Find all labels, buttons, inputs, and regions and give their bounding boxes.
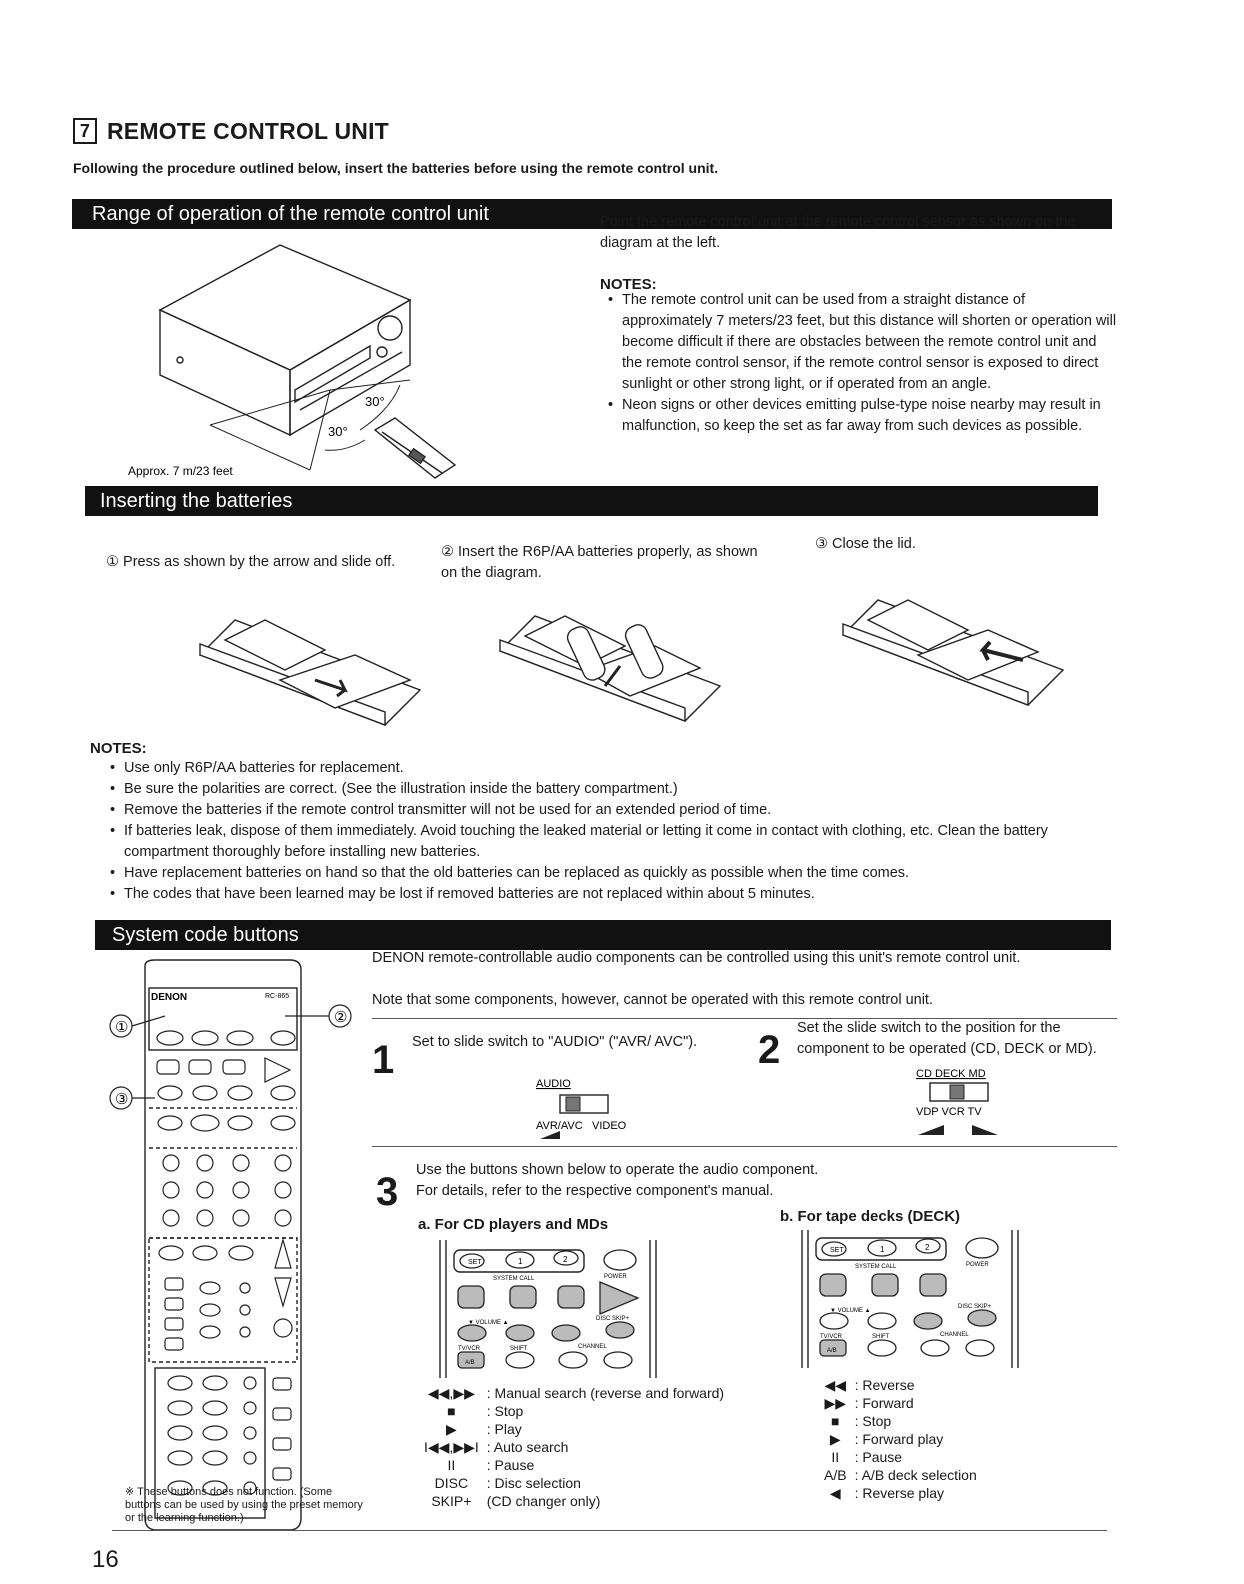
divider [372,1146,1117,1147]
step-2-text: Set the slide switch to the position for the component to be operated (CD, DECK or MD). [797,1020,1097,1057]
legend-row: DISC : Disc selection [434,1475,581,1491]
legend-row: ◀ : Reverse play [829,1485,945,1501]
legend-row: ■ : Stop [831,1413,892,1429]
battery-note: • Use only R6P/AA batteries for replacement. [124,758,1134,779]
cd-legend [420,1384,728,1510]
lbl-power: POWER [966,1262,989,1268]
battery-notes-title: NOTES: [90,740,147,757]
intro-text: Following the procedure outlined below, insert the batteries before using the remote control unit. [73,160,719,176]
battery-illustration-2 [495,596,735,731]
callout-1: ① [115,1019,129,1036]
cd-button-panel [438,1238,660,1380]
legend-row: ◀◀ : Reverse [824,1377,915,1393]
battery-notes-list [106,758,1134,905]
lbl-disc-skip: DISC SKIP+ [596,1316,630,1322]
battery-note: • The codes that have been learned may be lost if removed batteries are not replaced within about 5 minutes. [124,884,1134,905]
angle-bottom-label: 30° [328,424,348,439]
step-1-text: Set to slide switch to "AUDIO" ("AVR/ AVC"). [412,1034,698,1050]
deck-button-panel [800,1228,1022,1370]
deck-title: b. For tape decks (DECK) [780,1208,961,1225]
step-2-number: 2 [758,1028,781,1072]
lbl-shift: SHIFT [872,1334,890,1340]
battery-step-3 [815,534,1115,555]
remote-control-illustration [105,958,355,1538]
receiver-front [160,310,290,435]
section-title [73,118,389,145]
step-3-number: 3 [376,1170,399,1214]
callout-3: ③ [115,1091,129,1108]
switch-label-bottom: VDP VCR TV [916,1106,982,1118]
switch-label-video: VIDEO [592,1120,627,1132]
step-3-text-1: Use the buttons shown below to operate the audio component. [416,1162,819,1178]
legend-row: I◀◀,▶▶I : Auto search [424,1439,569,1455]
remote-in-diagram [375,418,455,478]
system-intro-1: DENON remote-controllable audio components can be controlled using this unit's remote control unit. [372,950,1021,966]
btn-1: 1 [880,1245,885,1254]
receiver-top [160,245,410,370]
footnote: ※ These buttons does not function. (Some buttons can be used by using the preset memory or the learning function.) [125,1486,363,1524]
range-description: Point the remote control unit at the remote control sensor as shown on the diagram at the left. [600,214,1076,251]
section-number: 7 [73,118,97,144]
deck-legend [820,1376,981,1502]
lbl-volume: ▼ VOLUME ▲ [468,1320,509,1326]
lbl-ab: A/B [827,1348,837,1354]
battery-illustration-3 [838,580,1078,710]
receiver-side [290,300,410,435]
lbl-ab: A/B [465,1360,475,1366]
remote-model: RC-865 [265,993,290,1000]
range-note: • Neon signs or other devices emitting pulse-type noise nearby may result in malfunction, so keep the set as far away from such devices as possible. [622,395,1117,437]
range-heading: Range of operation of the remote control unit [92,203,489,225]
battery-illustration-1 [195,600,435,730]
legend-row: SKIP+ (CD changer only) [431,1493,601,1509]
battery-step-2 [441,542,771,584]
batteries-heading: Inserting the batteries [100,490,293,512]
legend-row: ■ : Stop [447,1403,524,1419]
page-number: 16 [92,1546,119,1573]
btn-1: 1 [518,1257,523,1266]
battery-note: • Have replacement batteries on hand so that the old batteries can be replaced as quickly as possible when the time comes. [124,863,1134,884]
step-1-number: 1 [372,1038,395,1082]
lbl-disc-skip: DISC SKIP+ [958,1304,992,1310]
step-text: Press as shown by the arrow and slide off. [123,554,396,570]
lbl-tvvcr: TV/VCR [458,1346,481,1352]
step-num: ② [441,544,454,560]
range-notes-list [604,290,1117,437]
lbl-system-call: SYSTEM CALL [855,1264,897,1270]
lbl-channel: CHANNEL [940,1332,969,1338]
lbl-volume: ▼ VOLUME ▲ [830,1308,871,1314]
battery-note: • Be sure the polarities are correct. (See the illustration inside the battery compartment.) [124,779,1134,800]
lbl-channel: CHANNEL [578,1344,607,1350]
legend-row: II : Pause [447,1457,535,1473]
btn-2: 2 [925,1243,930,1252]
range-notes-title: NOTES: [600,276,657,293]
cd-title: a. For CD players and MDs [418,1216,609,1233]
battery-note: • Remove the batteries if the remote control transmitter will not be used for an extended period of time. [124,800,1134,821]
btn-set: SET [468,1259,482,1266]
system-intro-2: Note that some components, however, cannot be operated with this remote control unit. [372,992,933,1008]
system-heading: System code buttons [112,924,299,946]
range-note: • The remote control unit can be used from a straight distance of approximately 7 meters/23 feet, but this distance will shorten or operation will become difficult if there are obstacles between the remote control unit and the remote control sensor, if the remote control sensor is exposed to direct sunlight or other strong light, or if operated from an angle. [622,290,1117,395]
section-title-text: REMOTE CONTROL UNIT [107,118,389,144]
legend-row: II : Pause [831,1449,903,1465]
lbl-tvvcr: TV/VCR [820,1334,843,1340]
battery-note: • If batteries leak, dispose of them immediately. Avoid touching the leaked material or letting it come in contact with clothing, etc. Clean the battery compartment thoroughly before installing new batteries. [124,821,1134,863]
battery-step-1 [106,552,436,573]
lbl-shift: SHIFT [510,1346,528,1352]
legend-row: ◀◀,▶▶ : Manual search (reverse and forward) [427,1385,725,1401]
legend-row: A/B : A/B deck selection [824,1467,977,1483]
slide-switch-audio [530,1073,640,1143]
remote-brand: DENON [151,992,188,1003]
switch-label-top: CD DECK MD [916,1068,986,1080]
lbl-power: POWER [604,1274,627,1280]
switch-label-audio: AUDIO [536,1078,571,1090]
legend-row: ▶▶ : Forward [824,1395,914,1411]
slide-switch-component [910,1063,1020,1143]
step-num: ③ [815,536,828,552]
legend-row: ▶ : Forward play [829,1431,944,1447]
btn-2: 2 [563,1255,568,1264]
callout-2: ② [334,1009,348,1026]
switch-label-avr: AVR/AVC [536,1120,583,1132]
legend-row: ▶ : Play [445,1421,522,1437]
angle-top-label: 30° [365,394,385,409]
distance-label: Approx. 7 m/23 feet [128,464,233,478]
btn-set: SET [830,1247,844,1254]
lbl-system-call: SYSTEM CALL [493,1276,535,1282]
step-3-text-2: For details, refer to the respective component's manual. [416,1183,774,1199]
step-num: ① [106,554,119,570]
bottom-rule [112,1530,1107,1531]
step-text: Close the lid. [832,536,916,552]
range-diagram [120,240,540,495]
step-text: Insert the R6P/AA batteries properly, as shown on the diagram. [441,544,758,581]
